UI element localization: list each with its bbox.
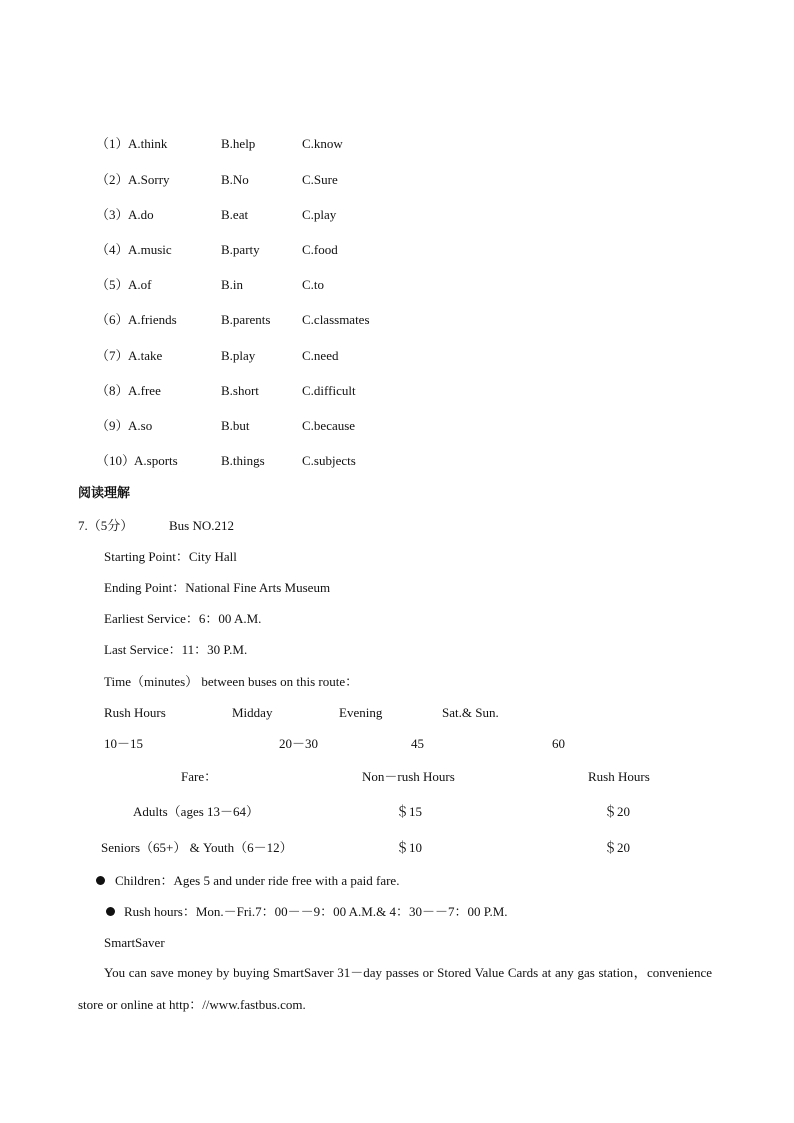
period-label: Sat.& Sun. (442, 705, 499, 720)
period-label: Rush Hours (104, 705, 166, 720)
starting-point: Starting Point：City Hall (104, 549, 237, 564)
fare-row-label: Seniors（65+） & Youth（6－12） (101, 840, 293, 855)
choice-option-a: A.think (128, 136, 168, 151)
fare-value: ＄20 (604, 840, 631, 855)
time-header: Time（minutes） between buses on this route： (104, 674, 359, 689)
choice-option-b: B.but (221, 418, 250, 433)
choice-option-b: B.party (221, 242, 260, 257)
choice-number: （7） (96, 348, 129, 363)
choice-number: （2） (96, 172, 129, 187)
choice-option-b: B.parents (221, 312, 271, 327)
choice-option-c: C.classmates (302, 312, 370, 327)
choice-option-a: A.free (128, 383, 161, 398)
fare-value: ＄20 (604, 804, 631, 819)
minutes-value: 20－30 (279, 736, 319, 751)
choice-option-c: C.food (302, 242, 338, 257)
smartsaver-text: You can save money by buying SmartSaver 31－day passes or Stored Value Cards at any gas station，convenience store or online at http：//www.fastbus.com. (78, 965, 712, 1012)
choice-option-c: C.difficult (302, 383, 356, 398)
period-label: Evening (339, 705, 383, 720)
choice-number: （10） (96, 453, 136, 468)
fare-header: Rush Hours (588, 769, 650, 784)
minutes-value: 45 (411, 736, 424, 751)
earliest-service: Earliest Service：6：00 A.M. (104, 611, 262, 626)
minutes-value: 10－15 (104, 736, 144, 751)
choice-option-b: B.help (221, 136, 256, 151)
choice-option-a: A.sports (134, 453, 178, 468)
choice-option-c: C.need (302, 348, 339, 363)
last-service: Last Service：11：30 P.M. (104, 642, 248, 657)
choice-option-b: B.things (221, 453, 265, 468)
choice-option-b: B.in (221, 277, 244, 292)
fare-value: ＄15 (396, 804, 423, 819)
choice-option-c: C.play (302, 207, 337, 222)
choice-option-a: A.Sorry (128, 172, 170, 187)
choice-number: （1） (96, 136, 129, 151)
choice-number: （6） (96, 312, 129, 327)
choice-option-a: A.so (128, 418, 153, 433)
note-children: Children：Ages 5 and under ride free with a paid fare. (115, 873, 400, 888)
period-label: Midday (232, 705, 273, 720)
minutes-value: 60 (552, 736, 565, 751)
choice-number: （8） (96, 383, 129, 398)
fare-row-label: Adults（ages 13－64） (133, 804, 260, 819)
fare-header: Non－rush Hours (362, 769, 455, 784)
choice-option-b: B.No (221, 172, 249, 187)
choice-option-c: C.Sure (302, 172, 338, 187)
choice-option-b: B.eat (221, 207, 249, 222)
passage-title: Bus NO.212 (169, 518, 235, 533)
choice-number: （3） (96, 207, 129, 222)
bullet-icon (106, 907, 115, 916)
fare-value: ＄10 (396, 840, 423, 855)
choice-option-a: A.do (128, 207, 154, 222)
choice-number: （4） (96, 242, 129, 257)
choice-number: （9） (96, 418, 129, 433)
bullet-icon (96, 876, 105, 885)
choice-option-a: A.of (128, 277, 152, 292)
choice-option-c: C.to (302, 277, 325, 292)
choice-option-c: C.because (302, 418, 356, 433)
section-title: 阅读理解 (78, 485, 131, 500)
choice-option-c: C.know (302, 136, 343, 151)
choice-option-a: A.music (128, 242, 172, 257)
choice-number: （5） (96, 277, 129, 292)
choice-option-c: C.subjects (302, 453, 356, 468)
ending-point: Ending Point：National Fine Arts Museum (104, 580, 331, 595)
question-number: 7.（5分） (78, 518, 134, 533)
choice-option-b: B.play (221, 348, 256, 363)
note-rush-hours: Rush hours：Mon.－Fri.7：00－－9：00 A.M.& 4：30－－7：00 P.M. (124, 904, 508, 919)
smartsaver-title: SmartSaver (104, 935, 165, 950)
fare-header: Fare： (181, 769, 218, 784)
choice-option-b: B.short (221, 383, 259, 398)
choice-option-a: A.friends (128, 312, 177, 327)
choice-option-a: A.take (128, 348, 163, 363)
